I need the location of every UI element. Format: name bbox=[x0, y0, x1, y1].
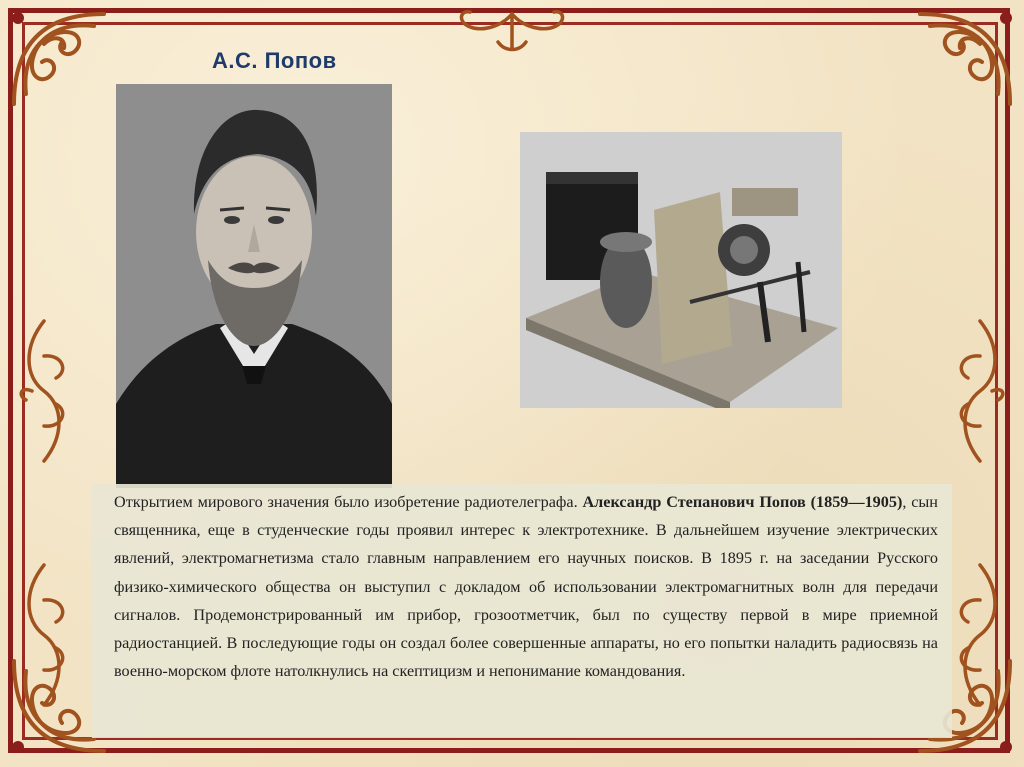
coherer-receiver-photo bbox=[520, 132, 842, 408]
corner-ornament-top-left bbox=[4, 4, 114, 114]
bio-intro: Открытием мирового значения было изобретение радиотелеграфа. bbox=[114, 493, 583, 511]
slide-title: А.С. Попов bbox=[212, 48, 337, 73]
portrait-figure bbox=[116, 84, 392, 488]
left-side-ornament bbox=[14, 316, 84, 466]
biography-paragraph bbox=[114, 488, 938, 685]
corner-ornament-top-right bbox=[910, 4, 1020, 114]
bio-body: , сын священника, еще в студенческие годы проявил интерес к электротехнике. В дальнейшем изучение электрических явлений, электромагнетизма стало главным направлением его научных поисков. В 1895 г. на заседании Русского физико-химического общества он выступил с докладом об использовании электромагнитных волн для передачи сигналов. Продемонстрированный им прибор, грозоотметчик, был по существу первой в мире приемной радиостанцией. В последующие годы он создал более совершенные аппараты, но его попытки наладить радиосвязь на военно-морском флоте натолкнулись на скептицизм и непонимание командования. bbox=[114, 493, 938, 681]
biography-text-box bbox=[92, 484, 952, 738]
top-center-ornament bbox=[450, 8, 574, 58]
right-side-ornament bbox=[940, 316, 1010, 466]
left-lower-ornament bbox=[14, 560, 84, 710]
bio-name-dates: Александр Степанович Попов (1859—1905) bbox=[582, 493, 903, 511]
device-drawing bbox=[520, 132, 842, 408]
portrait-photo bbox=[116, 84, 392, 488]
